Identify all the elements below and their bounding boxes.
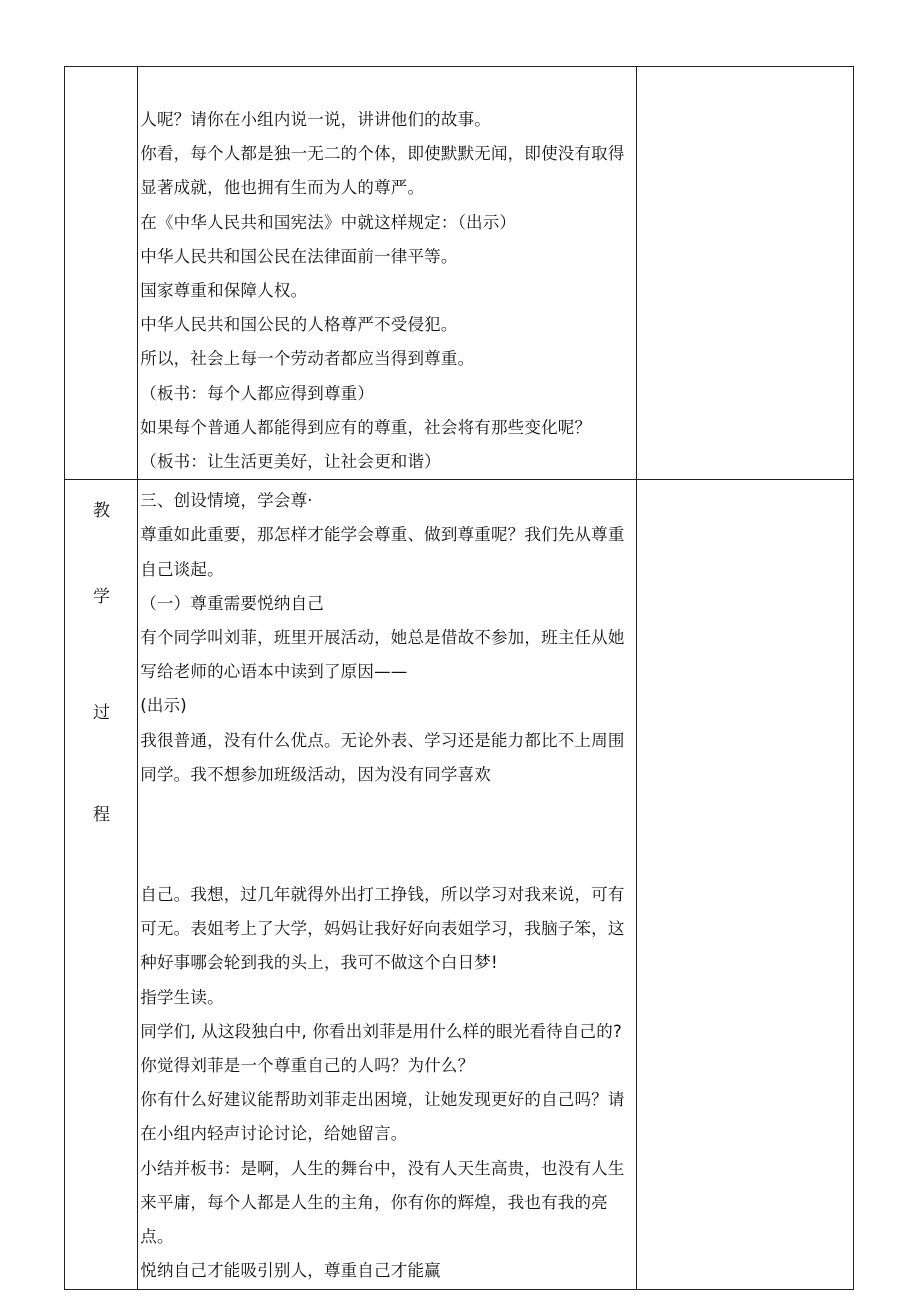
paragraph: （板书：每个人都应得到尊重） <box>140 383 375 403</box>
section-label-char: 学 <box>93 587 110 608</box>
section-label <box>65 480 137 1288</box>
paragraph: （板书：让生活更美好，让社会更和谐） <box>140 452 441 472</box>
paragraph: 你有什么好建议能帮助刘菲走出困境，让她发现更好的自己吗？请在小组内轻声讨论讨论，给她留言。 <box>140 1090 625 1144</box>
paragraph: （一）尊重需要悦纳自己 <box>140 593 324 613</box>
paragraph: 悦纳自己才能吸引别人，尊重自己才能赢 <box>140 1261 441 1281</box>
paragraph: 所以，社会上每一个劳动者都应当得到尊重。 <box>140 349 475 369</box>
paragraph: 如果每个普通人都能得到应有的尊重，社会将有那些变化呢？ <box>140 417 592 437</box>
paragraph: 自己。我想，过几年就得外出打工挣钱，所以学习对我来说，可有可无。表姐考上了大学，妈妈让我好好向表姐学习，我脑子笨，这种好事哪会轮到我的头上，我可不做这个白日梦! <box>140 885 625 973</box>
paragraph: 中华人民共和国公民在法律面前一律平等。 <box>140 246 458 266</box>
paragraph: 有个同学叫刘菲，班里开展活动，她总是借故不参加，班主任从她写给老师的心语本中读到了原因—— <box>140 628 625 682</box>
paragraph: 小结并板书：是啊，人生的舞台中，没有人天生高贵，也没有人生来平庸，每个人都是人生的主角，你有你的辉煌，我也有我的亮点。 <box>140 1158 625 1247</box>
paragraph: 中华人民共和国公民的人格尊严不受侵犯。 <box>140 315 458 335</box>
content-cell <box>138 480 637 1289</box>
table-row <box>65 480 854 1289</box>
notes-cell <box>637 67 854 480</box>
page-gap <box>140 792 634 878</box>
paragraph: 国家尊重和保障人权。 <box>140 281 308 301</box>
lesson-plan-table <box>64 66 854 1290</box>
label-cell <box>65 480 138 1289</box>
paragraph: 你看，每个人都是独一无二的个体，即使默默无闻，即使没有取得显著成就，他也拥有生而为人的尊严。 <box>140 144 625 198</box>
paragraph: 我很普通，没有什么优点。无论外表、学习还是能力都比不上周围同学。我不想参加班级活动，因为没有同学喜欢 <box>140 730 625 784</box>
content-text <box>138 480 636 1288</box>
paragraph: 三、创设情境，学会尊· <box>140 491 313 511</box>
table-row <box>65 67 854 480</box>
paragraph: 在《中华人民共和国宪法》中就这样规定：（出示） <box>140 212 517 232</box>
content-text <box>138 67 636 479</box>
paragraph: 同学们, 从这段独白中, 你看出刘菲是用什么样的眼光看待自己的? <box>140 1021 622 1041</box>
paragraph: 你觉得刘菲是一个尊重自己的人吗？为什么？ <box>140 1056 475 1076</box>
paragraph: 尊重如此重要，那怎样才能学会尊重、做到尊重呢？我们先从尊重自己谈起。 <box>140 525 625 579</box>
notes-cell <box>637 480 854 1289</box>
section-label-char: 程 <box>93 805 110 826</box>
paragraph: (出示) <box>140 696 187 716</box>
label-cell <box>65 67 138 480</box>
section-label-char: 教 <box>93 501 110 522</box>
section-label-char: 过 <box>93 703 110 724</box>
paragraph: 指学生读。 <box>140 987 224 1007</box>
content-cell <box>138 67 637 480</box>
paragraph: 人呢？请你在小组内说一说，讲讲他们的故事。 <box>140 110 491 129</box>
